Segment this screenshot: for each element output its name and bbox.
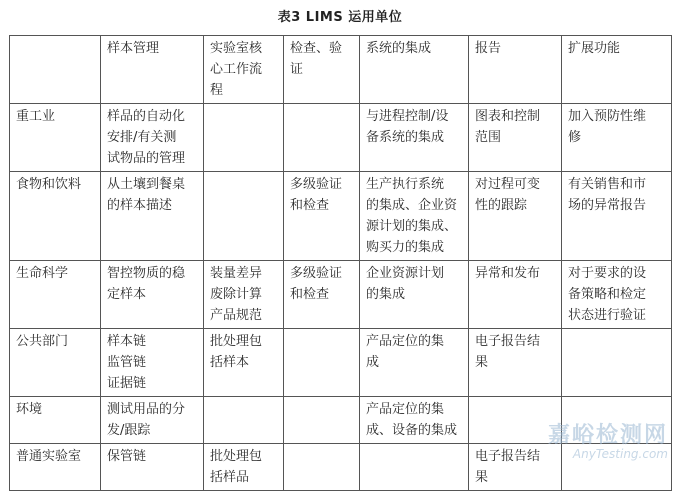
table-cell: 测试用品的分 发/跟踪: [101, 397, 204, 444]
header-cell-integration: 系统的集成: [360, 36, 469, 104]
table-row: [10, 397, 672, 444]
row-label-cell: 生命科学: [10, 261, 101, 329]
table-cell: 图表和控制 范围: [469, 104, 562, 172]
table-cell: [284, 444, 360, 491]
table-cell: [469, 397, 562, 444]
lims-application-table: [9, 35, 672, 491]
table-cell: [562, 444, 672, 491]
table-cell: 从土壤到餐桌 的样本描述: [101, 172, 204, 261]
table-cell: [204, 172, 284, 261]
table-cell: 对于要求的设 备策略和检定 状态进行验证: [562, 261, 672, 329]
watermark-cn: 嘉峪检测网: [547, 423, 668, 448]
header-cell-core-workflow: 实验室核 心工作流 程: [204, 36, 284, 104]
table-cell: [204, 104, 284, 172]
header-cell-report: 报告: [469, 36, 562, 104]
watermark-en: AnyTesting.com: [572, 447, 668, 461]
table-cell: 产品定位的集 成: [360, 329, 469, 397]
table-cell: [284, 329, 360, 397]
table-cell: [284, 104, 360, 172]
header-cell-inspection: 检查、验 证: [284, 36, 360, 104]
table-cell: 产品定位的集 成、设备的集成: [360, 397, 469, 444]
table-cell: 多级验证 和检查: [284, 261, 360, 329]
table-cell: 加入预防性维 修: [562, 104, 672, 172]
header-row: [10, 36, 672, 104]
table-cell: 批处理包 括样品: [204, 444, 284, 491]
table-cell: 装量差异 废除计算 产品规范: [204, 261, 284, 329]
table-row: [10, 172, 672, 261]
table-cell: 智控物质的稳 定样本: [101, 261, 204, 329]
table-cell: 多级验证 和检查: [284, 172, 360, 261]
table-row: [10, 444, 672, 491]
row-label-cell: 重工业: [10, 104, 101, 172]
row-label-cell: 公共部门: [10, 329, 101, 397]
table-cell: 批处理包 括样本: [204, 329, 284, 397]
table-cell: [204, 397, 284, 444]
table-title: 表3 LIMS 运用单位: [277, 10, 403, 25]
table-cell: 保管链: [101, 444, 204, 491]
header-cell-sample-management: 样本管理: [101, 36, 204, 104]
header-cell-extension: 扩展功能: [562, 36, 672, 104]
table-cell: [562, 397, 672, 444]
table-cell: 与进程控制/设 备系统的集成: [360, 104, 469, 172]
table-cell: 异常和发布: [469, 261, 562, 329]
table-cell: 对过程可变 性的跟踪: [469, 172, 562, 261]
table-cell: 企业资源计划 的集成: [360, 261, 469, 329]
table-row: [10, 104, 672, 172]
table-row: [10, 261, 672, 329]
header-cell-corner: [10, 36, 101, 104]
table-cell: [360, 444, 469, 491]
table-cell: 样本链 监管链 证据链: [101, 329, 204, 397]
table-cell: [562, 329, 672, 397]
table-cell: 电子报告结 果: [469, 444, 562, 491]
table-cell: [284, 397, 360, 444]
table-cell: 样品的自动化 安排/有关测 试物品的管理: [101, 104, 204, 172]
row-label-cell: 普通实验室: [10, 444, 101, 491]
table-cell: 有关销售和市 场的异常报告: [562, 172, 672, 261]
table-cell: 生产执行系统 的集成、企业资 源计划的集成、 购买力的集成: [360, 172, 469, 261]
table-cell: 电子报告结 果: [469, 329, 562, 397]
row-label-cell: 食物和饮料: [10, 172, 101, 261]
row-label-cell: 环境: [10, 397, 101, 444]
table-row: [10, 329, 672, 397]
